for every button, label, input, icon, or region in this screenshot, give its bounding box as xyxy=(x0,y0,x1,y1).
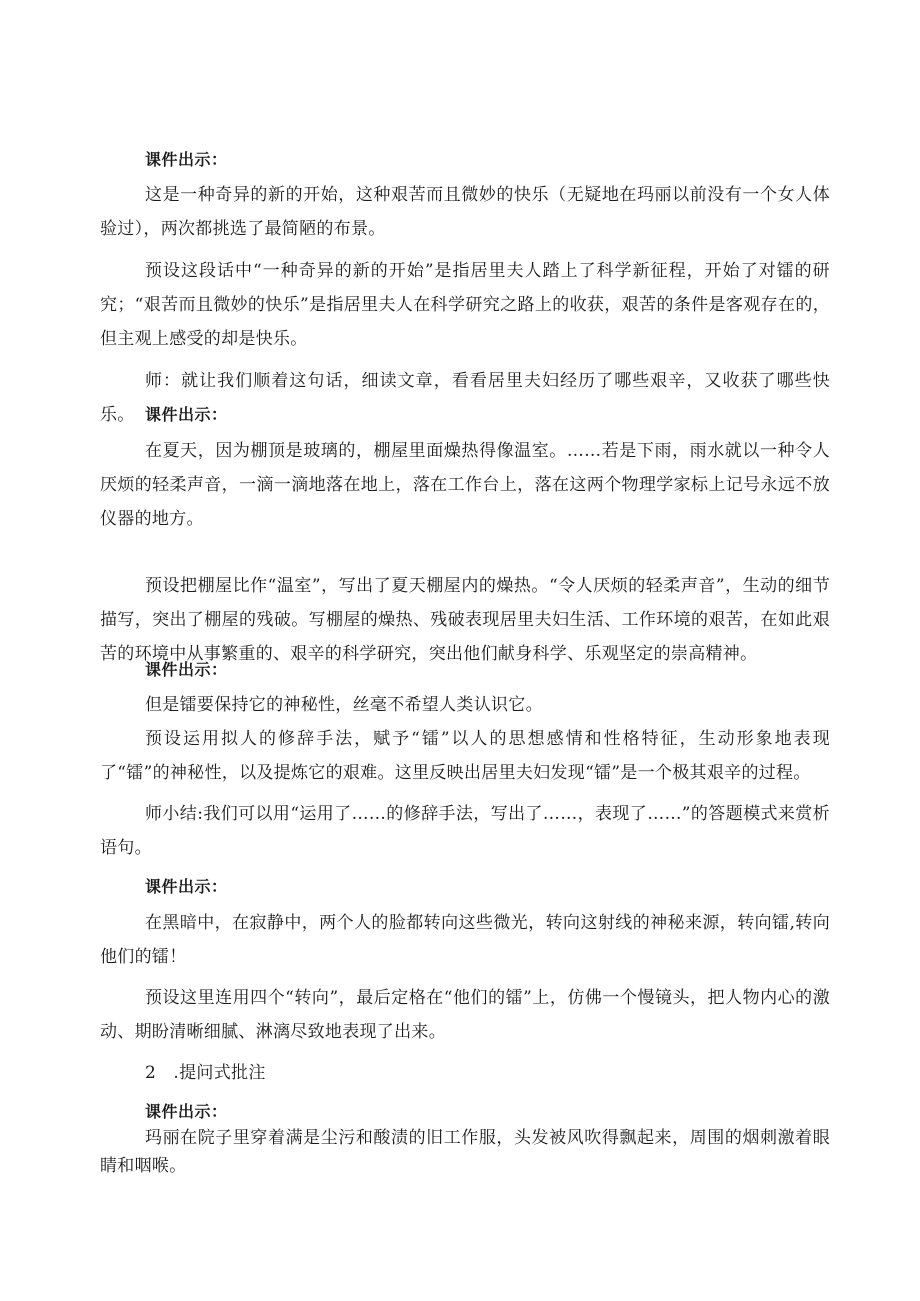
courseware-heading: 课件出示： xyxy=(145,1102,228,1121)
quote-paragraph: 玛丽在院子里穿着满是尘污和酸渍的旧工作服，头发被风吹得飘起来，周围的烟刺激着眼睛和咽喉。 xyxy=(100,1128,830,1176)
teacher-paragraph: 师：就让我们顺着这句话，细读文章，看看居里夫妇经历了哪些艰辛，又收获了哪些快乐。 xyxy=(100,371,830,425)
analysis-paragraph: 预设把棚屋比作“温室”，写出了夏天棚屋内的燥热。“令人厌烦的轻柔声音”，生动的细节描写，突出了棚屋的残破。写棚屋的燥热、残破表现居里夫妇生活、工作环境的艰苦，在如此艰苦的环境中从事繁重的、艰辛的科学研究，突出他们献身科学、乐观坚定的崇高精神。 xyxy=(100,576,830,664)
courseware-heading: 课件出示： xyxy=(145,150,228,169)
courseware-heading: 课件出示： xyxy=(145,877,228,896)
analysis-paragraph: 预设运用拟人的修辞手法，赋予“镭”以人的思想感情和性格特征，生动形象地表现了“镭”的神秘性，以及提炼它的艰难。这里反映出居里夫妇发现“镭”是一个极其艰辛的过程。 xyxy=(100,729,830,783)
quote-paragraph: 在黑暗中，在寂静中，两个人的脸都转向这些微光，转向这射线的神秘来源，转向镭,转向他们的镭！ xyxy=(100,913,830,967)
teacher-summary-paragraph: 师小结:我们可以用“运用了……的修辞手法，写出了……，表现了……”的答题模式来赏析语句。 xyxy=(100,804,830,858)
quote-paragraph: 但是镭要保持它的神秘性，丝毫不希望人类认识它。 xyxy=(145,695,543,715)
courseware-heading: 课件出示： xyxy=(145,660,228,679)
section-title: 2 .提问式批注 xyxy=(145,1063,266,1083)
analysis-paragraph: 预设这段话中“一种奇异的新的开始”是指居里夫人踏上了科学新征程，开始了对镭的研究；“艰苦而且微妙的快乐”是指居里夫人在科学研究之路上的收获，艰苦的条件是客观存在的，但主观上感受的却是快乐。 xyxy=(100,261,830,349)
analysis-paragraph: 预设这里连用四个“转向”，最后定格在“他们的镭”上，仿佛一个慢镜头，把人物内心的激动、期盼清晰细腻、淋漓尽致地表现了出来。 xyxy=(100,988,830,1042)
courseware-heading: 课件出示： xyxy=(145,405,228,424)
quote-paragraph: 这是一种奇异的新的开始，这种艰苦而且微妙的快乐（无疑地在玛丽以前没有一个女人体验过），两次都挑选了最简陋的布景。 xyxy=(100,185,830,239)
quote-paragraph: 在夏天，因为棚顶是玻璃的，棚屋里面燥热得像温室。……若是下雨，雨水就以一种令人厌烦的轻柔声音，一滴一滴地落在地上，落在工作台上，落在这两个物理学家标上记号永远不放仪器的地方。 xyxy=(100,441,830,529)
